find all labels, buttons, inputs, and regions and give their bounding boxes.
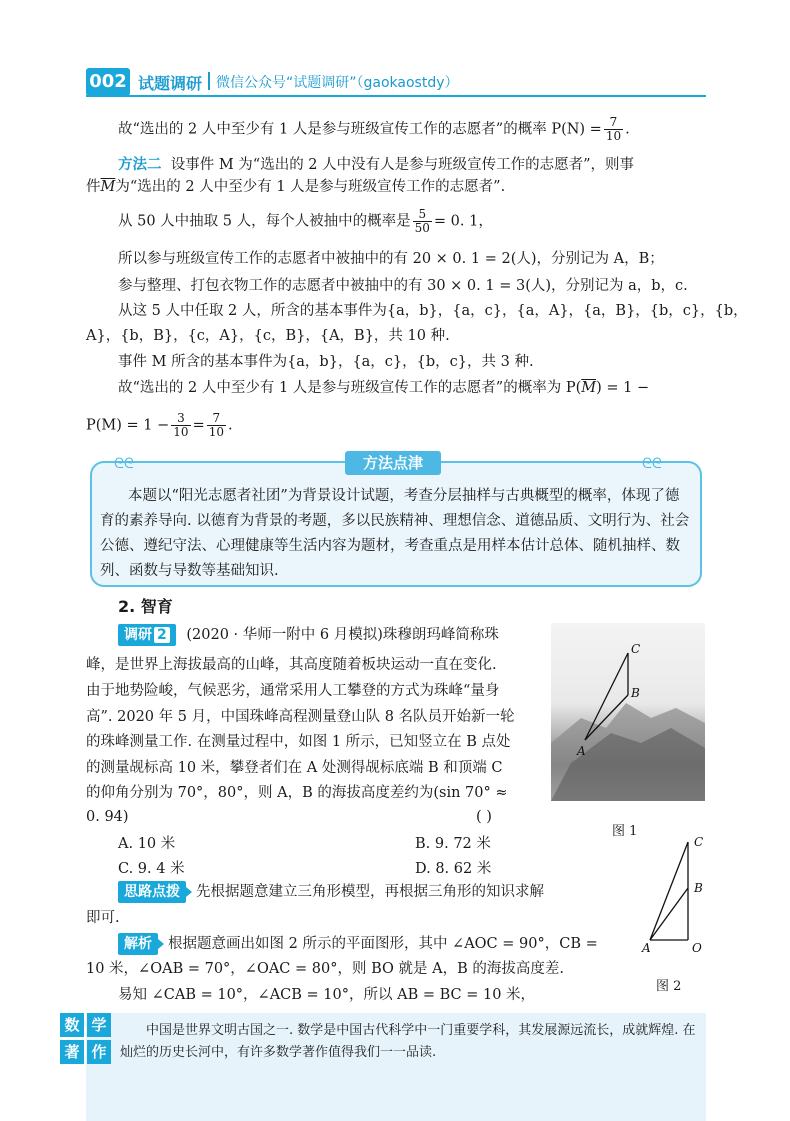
label-C: C: [631, 642, 641, 656]
text-line: 所以参与班级宣传工作的志愿者中被抽中的有 20 × 0. 1 = 2(人)，分别记为 A，B；: [118, 251, 664, 267]
figure2-diagram: [640, 830, 710, 960]
tag-arrow-icon: [158, 939, 164, 949]
hint-line-2: 即可.: [86, 910, 120, 926]
label-A: A: [642, 941, 651, 955]
method2-label: 方法二: [118, 157, 162, 173]
fraction: $\frac{5}{50}$: [414, 207, 430, 235]
swirl-ornament: ᘓᘓ: [642, 456, 662, 472]
swirl-ornament: ᘓᘓ: [114, 456, 134, 472]
label-B: B: [631, 686, 640, 700]
section-title: 试题调研: [138, 74, 203, 93]
question-line: 0. 94): [86, 809, 129, 825]
label-O: O: [692, 941, 702, 955]
option-c: C. 9. 4 米: [118, 861, 185, 877]
figure1-diagram: [551, 623, 705, 801]
label-B: B: [694, 881, 703, 895]
math-works-tag: 数 学 著 作: [60, 1013, 112, 1065]
solution-line: 10 米，∠OAB = 70°，∠OAC = 80°，则 BO 就是 A，B 的海拔高度差.: [86, 961, 564, 977]
section-heading: 2. 智育: [118, 597, 173, 616]
question-line: 高”. 2020 年 5 月，中国珠峰高程测量登山队 8 名队员开始新一轮: [86, 709, 515, 725]
hint-line: 思路点拨 先根据题意建立三角形模型，再根据三角形的知识求解: [118, 881, 544, 903]
figure1-caption: 图 1: [612, 824, 638, 839]
text-line: 事件 M 所含的基本事件为{a，b}，{a，c}，{b，c}，共 3 种.: [118, 354, 534, 370]
fraction: $\frac{7}{10}$: [208, 411, 224, 439]
solution-line: 解析 根据题意画出如图 2 所示的平面图形，其中 ∠AOC = 90°，CB =: [118, 933, 598, 955]
solution-tag: 解析: [118, 933, 158, 955]
header-subtitle: 微信公众号“试题调研”（gaokaostdy）: [216, 75, 459, 91]
question-line: 的测量觇标高 10 米，攀登者们在 A 处测得觇标底端 B 和顶端 C: [86, 760, 503, 776]
question-line: 峰，是世界上海拔最高的山峰，其高度随着板块运动一直在变化.: [86, 657, 497, 673]
text-line: 参与整理、打包衣物工作的志愿者中被抽中的有 30 × 0. 1 = 3(人)，分别记为 a，b，c.: [118, 278, 688, 294]
question-line: 的仰角分别为 70°，80°，则 A，B 的海拔高度差约为(sin 70° ≈: [86, 785, 508, 801]
text-line: 从这 5 人中任取 2 人，所含的基本事件为{a，b}，{a，c}，{a，A}，{a，B}，{b，c}，{b，: [118, 303, 748, 319]
header-divider: [208, 72, 210, 90]
text-line: A}，{b，B}，{c，A}，{c，B}，{A，B}，共 10 种.: [86, 328, 450, 344]
header-rule: [86, 95, 706, 97]
method-tip-text: 本题以“阳光志愿者社团”为背景设计试题，考查分层抽样与古典概型的概率，体现了德育的素养导向. 以德育为背景的考题，多以民族精神、理想信念、道德品质、文明行为、社会公德、遵纪守法、心理健康等生活内容为题材，考查重点是用样本估计总体、随机抽样、数列、函数与导数等基础知识.: [100, 488, 690, 579]
tag-arrow-icon: [186, 887, 192, 897]
page-number-badge: 002: [86, 68, 130, 96]
option-a: A. 10 米: [118, 836, 176, 852]
figure2-caption: 图 2: [656, 979, 682, 994]
question-line: 由于地势险峻，气候恶劣，通常采用人工攀登的方式为珠峰“量身: [86, 683, 500, 699]
math-works-text: 中国是世界文明古国之一. 数学是中国古代科学中一门重要学科，其发展源远流长，成就辉煌. 在灿烂的历史长河中，有许多数学著作值得我们一一品读.: [120, 1023, 696, 1060]
fraction: $\frac{3}{10}$: [173, 411, 189, 439]
question-line: 调研 2 (2020 · 华师一附中 6 月模拟)珠穆朗玛峰简称珠: [118, 624, 499, 646]
probability-line: 从 50 人中抽取 5 人，每个人被抽中的概率是 $\frac{5}{50}$ = 0. 1，: [118, 207, 493, 235]
text-line: 故“选出的 2 人中至少有 1 人是参与班级宣传工作的志愿者”的概率为 $P(\overline{M}) = 1$ −: [118, 380, 650, 396]
hint-tag: 思路点拨: [118, 881, 186, 903]
solution-line-1: 故“选出的 2 人中至少有 1 人是参与班级宣传工作的志愿者”的概率 P(N) = $\frac{7}{10}$ .: [118, 115, 630, 143]
method2-line: 方法二 设事件 M 为“选出的 2 人中没有人是参与班级宣传工作的志愿者”，则事: [118, 157, 635, 173]
solution-line: 易知 ∠CAB = 10°，∠ACB = 10°，所以 AB = BC = 10 米，: [118, 987, 536, 1003]
question-line: 的珠峰测量工作. 在测量过程中，如图 1 所示，已知竖立在 B 点处: [86, 734, 511, 750]
method-tip-badge: 方法点津: [345, 451, 441, 475]
answer-blank: ( ): [476, 809, 492, 825]
fraction: $\frac{7}{10}$: [605, 115, 622, 143]
label-C: C: [694, 835, 704, 849]
figure1-mountain-photo: [551, 623, 705, 801]
option-b: B. 9. 72 米: [415, 836, 491, 852]
text-line: P(M) = 1 − $\frac{3}{10}$ = $\frac{7}{10}$ .: [86, 411, 233, 439]
method2-line-2: 件$\overline{M}$为“选出的 2 人中至少有 1 人是参与班级宣传工作的志愿者”.: [86, 179, 506, 195]
question-tag: 调研 2: [118, 624, 176, 646]
option-d: D. 8. 62 米: [415, 861, 492, 877]
label-A: A: [577, 744, 586, 758]
